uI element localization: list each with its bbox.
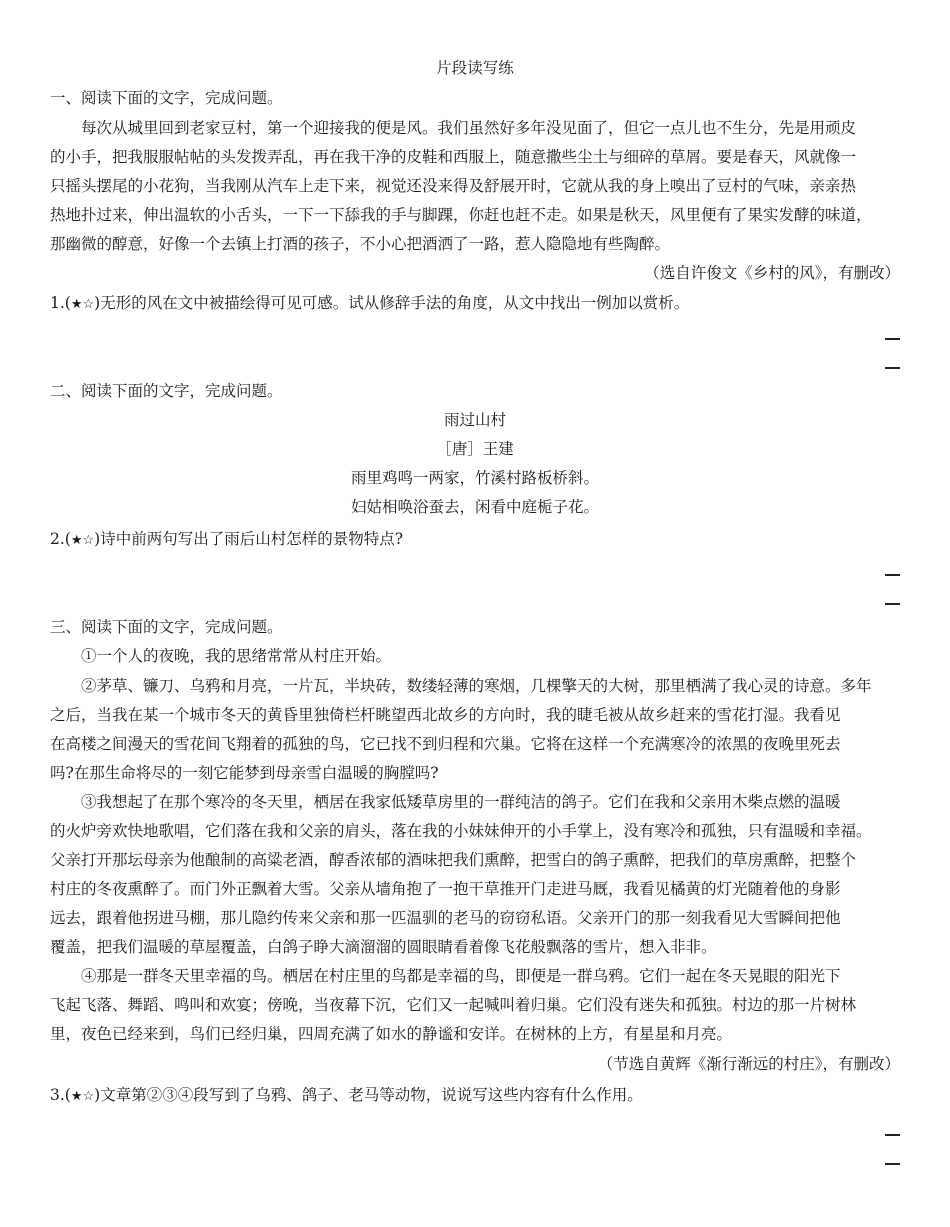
answer-line[interactable]: [885, 603, 900, 605]
paragraph-line: 在高楼之间漫天的雪花间飞翔着的孤独的鸟，它已找不到归程和穴巢。它将在这样一个充满寒冷的浓黑的夜晚里死去: [50, 735, 841, 753]
paragraph-line: 父亲打开那坛母亲为他酿制的高粱老酒，醇香浓郁的酒味把我们熏醉，把雪白的鸽子熏醉，把我们的草房熏醉，把整个: [50, 851, 857, 869]
paragraph-line: 每次从城里回到老家豆村，第一个迎接我的便是风。我们虽然好多年没见面了，但它一点儿也不生分，先是用顽皮: [81, 119, 857, 137]
paragraph-line: 热地扑过来，伸出温软的小舌头，一下一下舔我的手与脚踝，你赶也赶不走。如果是秋天，风里便有了果实发酵的味道，: [50, 206, 872, 224]
question-2: 2.(★☆)诗中前两句写出了雨后山村怎样的景物特点?: [50, 530, 404, 548]
question-text: 文章第②③④段写到了乌鸦、鸽子、老马等动物，说说写这些内容有什么作用。: [100, 1086, 643, 1104]
question-text: 诗中前两句写出了雨后山村怎样的景物特点?: [100, 530, 404, 548]
source-citation: （节选自黄辉《渐行渐远的村庄》，有删改）: [597, 1055, 900, 1073]
answer-line[interactable]: [885, 574, 900, 576]
paragraph-line: 的火炉旁欢快地歌唱，它们落在我和父亲的肩头，落在我的小妹妹伸开的小手掌上，没有寒冷和孤独，只有温暖和幸福。: [50, 822, 872, 840]
paragraph-line: 的小手，把我服服帖帖的头发拨弄乱，再在我干净的皮鞋和西服上，随意撒些尘土与细碎的草屑。要是春天，风就像一: [50, 148, 857, 166]
answer-line[interactable]: [885, 1163, 900, 1165]
poem-author: ［唐］王建: [436, 440, 514, 458]
paragraph-line: 之后，当我在某一个城市冬天的黄昏里独倚栏杆眺望西北故乡的方向时，我的睫毛被从故乡赶来的雪花打湿。我看见: [50, 706, 841, 724]
page-title: 片段读写练: [436, 59, 514, 77]
paragraph-line: 覆盖，把我们温暖的草屋覆盖，白鸽子睁大滴溜溜的圆眼睛看着像飞花般飘落的雪片，想入非非。: [50, 938, 717, 956]
question-1: 1.(★☆)无形的风在文中被描绘得可见可感。试从修辞手法的角度，从文中找出一例加以赏析。: [50, 294, 690, 312]
paragraph-line: ②茅草、镰刀、乌鸦和月亮，一片瓦，半块砖，数缕轻薄的寒烟，几棵擎天的大树，那里栖满了我心灵的诗意。多年: [81, 677, 872, 695]
poem-line: 妇姑相唤浴蚕去，闲看中庭栀子花。: [350, 498, 599, 516]
difficulty-stars: ★☆: [70, 297, 95, 312]
paragraph-line: ④那是一群冬天里幸福的鸟。栖居在村庄里的鸟都是幸福的鸟，即便是一群乌鸦。它们一起在冬天晃眼的阳光下: [81, 967, 841, 985]
answer-line[interactable]: [885, 367, 900, 369]
difficulty-stars: ★☆: [70, 533, 95, 548]
section-1-heading: 一、阅读下面的文字，完成问题。: [50, 89, 283, 107]
poem-title: 雨过山村: [443, 411, 506, 429]
question-number: 2.: [50, 530, 65, 548]
question-text: 无形的风在文中被描绘得可见可感。试从修辞手法的角度，从文中找出一例加以赏析。: [100, 294, 690, 312]
source-citation: （选自许俊文《乡村的风》，有删改）: [644, 264, 900, 282]
difficulty-stars: ★☆: [70, 1089, 95, 1104]
paragraph-line: 里，夜色已经来到，鸟们已经归巢，四周充满了如水的静谧和安详。在树林的上方，有星星和月亮。: [50, 1025, 733, 1043]
paragraph-line: 吗?在那生命将尽的一刻它能梦到母亲雪白温暖的胸膛吗?: [50, 764, 439, 782]
question-number: 3.: [50, 1086, 65, 1104]
paragraph-line: ③我想起了在那个寒冷的冬天里，栖居在我家低矮草房里的一群纯洁的鸽子。它们在我和父亲用木柴点燃的温暖: [81, 793, 841, 811]
paragraph-line: 远去，跟着他拐进马棚，那儿隐约传来父亲和那一匹温驯的老马的窃窃私语。父亲开门的那一刻我看见大雪瞬间把他: [50, 909, 841, 927]
poem-line: 雨里鸡鸣一两家，竹溪村路板桥斜。: [350, 469, 599, 487]
question-3: 3.(★☆)文章第②③④段写到了乌鸦、鸽子、老马等动物，说说写这些内容有什么作用。: [50, 1086, 643, 1104]
question-number: 1.: [50, 294, 65, 312]
paragraph-line: 村庄的冬夜熏醉了。而门外正飘着大雪。父亲从墙角抱了一抱干草推开门走进马厩，我看见橘黄的灯光随着他的身影: [50, 880, 841, 898]
answer-line[interactable]: [885, 1134, 900, 1136]
paragraph-line: 那幽微的醇意，好像一个去镇上打酒的孩子，不小心把酒洒了一路，惹人隐隐地有些陶醉。: [50, 235, 671, 253]
answer-line[interactable]: [885, 338, 900, 340]
paragraph-line: 飞起飞落、舞蹈、鸣叫和欢宴；傍晚，当夜幕下沉，它们又一起喊叫着归巢。它们没有迷失和孤独。村边的那一片树林: [50, 996, 857, 1014]
section-3-heading: 三、阅读下面的文字，完成问题。: [50, 618, 283, 636]
section-2-heading: 二、阅读下面的文字，完成问题。: [50, 382, 283, 400]
paragraph-line: ①一个人的夜晚，我的思绪常常从村庄开始。: [81, 647, 392, 665]
paragraph-line: 只摇头摆尾的小花狗，当我刚从汽车上走下来，视觉还没来得及舒展开时，它就从我的身上嗅出了豆村的气味，亲亲热: [50, 177, 857, 195]
